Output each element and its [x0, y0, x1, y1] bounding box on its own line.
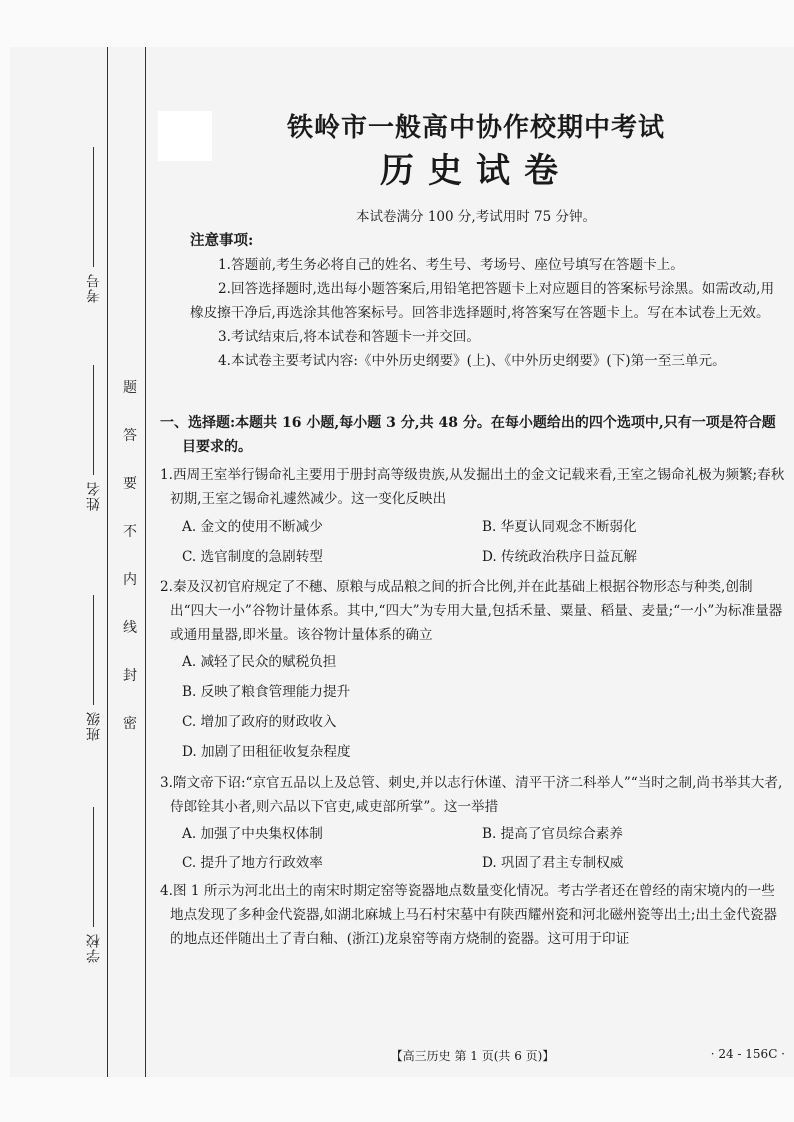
option-row	[160, 511, 785, 543]
option-b: B. 华夏认同观念不断弱化	[482, 519, 637, 535]
question-3	[160, 771, 785, 877]
binding-line-inner	[145, 47, 146, 1077]
page-number: 【高三历史 第 1 页(共 6 页)】	[390, 1049, 555, 1063]
school-label: 学校	[86, 933, 102, 963]
notice-item: 3.考试结束后,将本试卷和答题卡一并交回。	[218, 329, 480, 345]
name-field	[84, 365, 104, 511]
seal-warning-char: 题	[123, 380, 137, 396]
question-stem: 3.隋文帝下诏:“京官五品以上及总管、刺史,并以志行休谨、清平干济二科举人”“当时之制,尚书举其大者,侍郎铨其小者,则六品以下官吏,咸吏部所掌”。这一举措	[160, 775, 783, 815]
question-stem: 1.西周王室举行锡命礼主要用于册封高等级贵族,从发掘出土的金文记载来看,王室之锡命礼极为频繁;春秋初期,王室之锡命礼遽然减少。这一变化反映出	[160, 467, 785, 507]
option-c: C. 提升了地方行政效率	[182, 855, 323, 871]
exam-number-field	[84, 147, 104, 303]
question-1	[160, 463, 785, 571]
seal-warning-char: 线	[123, 620, 137, 636]
exam-page	[10, 47, 794, 1077]
school-field	[84, 807, 104, 963]
option-row	[160, 543, 785, 571]
seal-warning-char: 封	[123, 668, 137, 684]
option-c: C. 选官制度的急剧转型	[182, 549, 323, 565]
exam-title: 铁岭市一般高中协作校期中考试	[286, 113, 665, 143]
option-a: A. 金文的使用不断减少	[182, 519, 323, 535]
option-d: D. 巩固了君主专制权威	[482, 855, 624, 871]
seal-warning-char: 密	[123, 716, 137, 732]
binding-line-outer	[107, 47, 108, 1077]
option-d: D. 传统政治秩序日益瓦解	[482, 549, 637, 565]
questions-block	[160, 411, 785, 951]
binding-margin	[10, 47, 145, 1077]
seal-warning-char: 答	[123, 428, 137, 444]
exam-number-label: 考号	[86, 273, 102, 303]
class-field	[84, 595, 104, 741]
option-a: A. 加强了中央集权体制	[182, 826, 323, 842]
option-b: B. 反映了粮食管理能力提升	[182, 684, 351, 700]
school-blank	[93, 807, 95, 927]
class-blank	[93, 595, 95, 705]
notice-item: 4.本试卷主要考试内容:《中外历史纲要》(上)、《中外历史纲要》(下)第一至三单元。	[218, 353, 726, 369]
notice-item: 1.答题前,考生务必将自己的姓名、考生号、考场号、座位号填写在答题卡上。	[218, 257, 684, 273]
option-b: B. 提高了官员综合素养	[482, 826, 623, 842]
option-d: D. 加剧了田租征收复杂程度	[182, 744, 351, 760]
option-c: C. 增加了政府的财政收入	[182, 714, 337, 730]
question-2	[160, 575, 785, 767]
seal-warning-char: 不	[123, 524, 137, 540]
name-label: 姓名	[86, 481, 102, 511]
subject-title: 历史试卷	[380, 151, 572, 191]
seal-warning-char: 内	[123, 572, 137, 588]
section-title: 一、选择题:本题共 16 小题,每小题 3 分,共 48 分。在每小题给出的四个选项中,只有一项是符合题目要求的。	[160, 415, 776, 455]
exam-subtitle: 本试卷满分 100 分,考试用时 75 分钟。	[356, 209, 596, 225]
question-4	[160, 879, 785, 951]
notice-block	[160, 229, 785, 373]
class-label: 班级	[86, 711, 102, 741]
question-stem: 2.秦及汉初官府规定了不穗、原粮与成品粮之间的折合比例,并在此基础上根据谷物形态与种类,创制出“四大一小”谷物计量体系。其中,“四大”为专用大量,包括禾量、粟量、稻量、麦量;“一小”为标准量器或通用量器,即米量。该谷物计量体系的确立	[160, 579, 783, 643]
exam-number-blank	[93, 147, 95, 267]
option-row	[160, 819, 785, 849]
question-stem: 4.图 1 所示为河北出土的南宋时期定窑等瓷器地点数量变化情况。考古学者还在曾经的南宋境内的一些地点发现了多种金代瓷器,如湖北麻城上马石村宋墓中有陕西耀州瓷和河北磁州瓷等出土;出土金代瓷器的地点还伴随出土了青白釉、(浙江)龙泉窑等南方烧制的瓷器。这可用于印证	[160, 883, 778, 947]
paper-code: · 24 - 156C ·	[710, 1047, 785, 1061]
seal-warning-char: 要	[123, 476, 137, 492]
option-a: A. 减轻了民众的赋税负担	[182, 654, 337, 670]
notice-title: 注意事项:	[190, 232, 254, 249]
option-row	[160, 849, 785, 877]
name-blank	[93, 365, 95, 475]
notice-item: 2.回答选择题时,选出每小题答案后,用铅笔把答题卡上对应题目的答案标号涂黑。如需改动,用橡皮擦干净后,再选涂其他答案标号。回答非选择题时,将答案写在答题卡上。写在本试卷上无效。	[190, 281, 775, 321]
